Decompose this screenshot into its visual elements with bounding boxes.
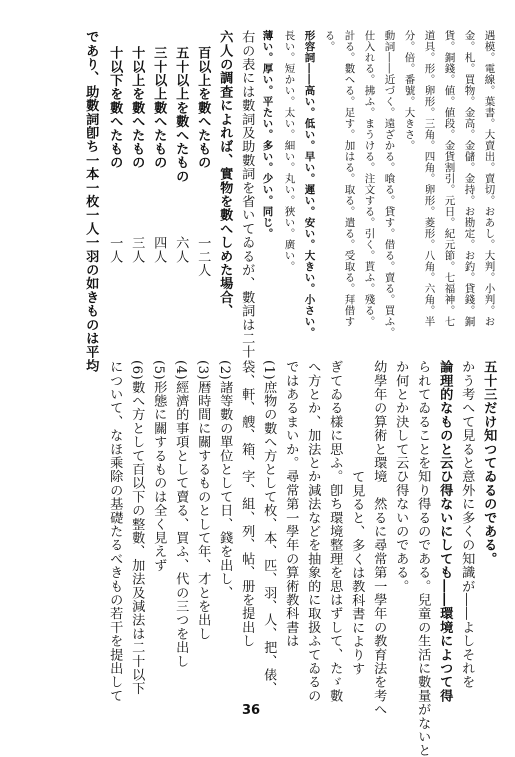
lower-column-12: 袋、軒、艘、箱、字、組、列、帖、册を提出し [239, 360, 255, 648]
lower-column-18: について、なほ乘除の基礎たるべきもの若干を提出して [107, 360, 123, 703]
survey-row-label-5: 十以下を數へたもの [107, 46, 123, 170]
lower-column-15: (4)經濟的事項として賣る、買ふ、代の三つを出し [173, 360, 189, 668]
lower-column-13: (2)諸等數の單位として日、錢を出し、 [217, 360, 233, 600]
lower-column-5: か何とか決して云ひ得ないのである。 [393, 360, 409, 593]
lower-column-7: て見ると、多くは教科書によりす [349, 470, 365, 676]
lower-column-9: へ方とか、加法とか減法などを抽象的に取扱ふてゐるの [305, 360, 321, 703]
lower-column-10: ではあるまいか。尋常第一學年の算術教科書は [283, 360, 299, 648]
upper-column-11: 長い。短かい。太い。細い。丸い。狹い。廣い。 [283, 30, 296, 272]
page-number: 36 [242, 703, 261, 718]
upper-column-2: 金。札。買物。金高。金儲。金持。お勘定。お釣。貸錢。銅 [463, 30, 476, 327]
lower-column-1: 五十三だけ知つてゐるのである。 [481, 360, 497, 566]
lower-column-3: 論理的なものと云ひ得ないにしても――環境によつて得 [437, 360, 453, 703]
lower-column-11: (1)庶物の數へ方として枚、本、匹、羽、人、把、俵、 [261, 360, 277, 696]
upper-column-10: 形容詞――高い。低い。早い。遲い。安い。大きい。小さい。 [303, 30, 316, 338]
upper-column-1: 遇模。電線。葉書。大賣出。賣切。おあし。大判。小判。お [483, 30, 496, 327]
survey-row-label-4: 十以上を數へたもの [129, 46, 145, 170]
lower-column-2: かう考へて見ると意外に多くの知識が――よしそれを [459, 360, 475, 689]
lower-column-4: られてゐることを知り得るのである。兒童の生活に數量がないと [415, 360, 431, 757]
lower-column-17: (6)數へ方として百以下の整數、加法及減法は二十以下 [129, 360, 145, 696]
upper-column-4: 道具。形。卵形。三角。四角。卵形。菱形。八角。六角。半 [423, 30, 436, 327]
upper-column-13: 右の表には數詞及助數詞を省いてゐるが、數詞は二十 [239, 30, 255, 359]
upper-column-14: 六人の調査によれば、實物を數へしめた場合、 [217, 30, 233, 318]
survey-row-label-2: 五十以上を數へたもの [173, 46, 189, 183]
upper-column-9: る。 [323, 30, 336, 52]
survey-row-count-1: 一二人 [195, 236, 211, 278]
lower-column-14: (3)暦時間に關するものとして年、才とを出し [195, 360, 211, 641]
upper-column-3: 貨。銅錢。値。値段。金貨割引。元日。紀元節。七福神。七 [443, 30, 456, 327]
survey-row-label-3: 三十以上數へたもの [151, 46, 167, 170]
upper-column-5: 分。倍。番號。大きさ。 [403, 30, 416, 151]
lower-column-16: (5)形態に關するものは全く見えず [151, 360, 167, 572]
upper-column-12: 薄い。厚い。平たい。多い。少い。同じ。 [261, 30, 274, 239]
lower-column-8: ぎてゐる樣に思ふ。卽ち環境整理を思はずして、たゞ數 [327, 360, 343, 703]
survey-row-count-3: 四人 [151, 236, 167, 264]
survey-row-count-5: 一人 [107, 236, 123, 264]
survey-row-label-1: 百以上を數へたもの [195, 46, 211, 170]
upper-tail-column: であり、助數詞卽ち一本一枚一人一羽の如きものは平均 [83, 30, 99, 373]
lower-column-6: 幼學年の算術と環境 然るに尋常第一學年の教育法を考へ [371, 360, 387, 717]
upper-column-7: 仕入れる。拂ふ。まうける。注文する。引く。貰ふ。殘る。 [363, 30, 376, 327]
survey-row-count-2: 六人 [173, 236, 189, 264]
upper-column-8: 計る。數へる。足す。加はる。取る。遣る。受取る。拜借す [343, 30, 356, 327]
survey-row-count-4: 三人 [129, 236, 145, 264]
upper-column-6: 動詞――近づく。遠ざかる。喰る。貸す。借る。賣る。買ふ。 [383, 30, 396, 338]
